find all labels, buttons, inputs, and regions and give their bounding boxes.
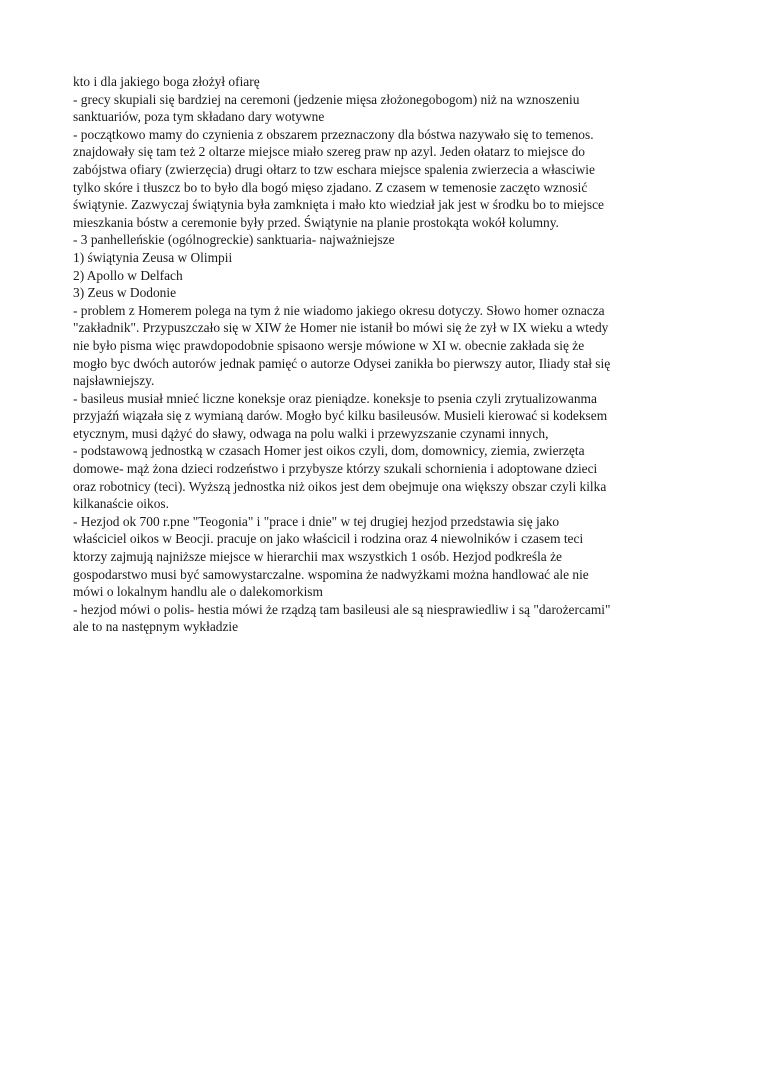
text-line: - początkowo mamy do czynienia z obszarem przeznaczony dla bóstwa nazywało się to temenos.: [73, 126, 594, 142]
text-line: domowe- mąż żona dzieci rodzeństwo i przybysze którzy szukali schornienia i adoptowane dzieci: [73, 461, 598, 477]
list-item: 2) Apollo w Delfach: [73, 267, 183, 283]
text-line: kto i dla jakiego boga złożył ofiarę: [73, 74, 260, 89]
list-item: 3) Zeus w Dodonie: [73, 285, 177, 301]
text-line: tylko skóre i tłuszcz bo to było dla bogó mięso zjadano. Z czasem w temenosie zaczęto wznosić: [73, 179, 588, 195]
document-body: [73, 73, 703, 636]
text-line: świątynie. Zazwyczaj świątynia była zamknięta i mało kto wiedział jak jest w środku bo to miejsce: [73, 197, 605, 213]
text-line: "zakładnik". Przypuszczało się w XIW że Homer nie istanił bo mówi się że zył w IX wieku a wtedy: [73, 320, 609, 336]
text-line: kilkanaście oikos.: [73, 496, 169, 512]
text-line: mogło byc dwóch autorów jednak pamięć o autorze Odysei zanikła bo pierwszy autor, Iliady stał się: [73, 355, 611, 371]
text-line: mieszkania bóstw a ceremonie były przed. Świątynie na planie prostokąta wokół kolumny.: [73, 214, 559, 230]
text-line: etycznym, musi dążyć do sławy, odwaga na polu walki i przewyzszanie czynami innych,: [73, 425, 549, 441]
text-line: znajdowały się tam też 2 oltarze miejsce miało szereg praw np azyl. Jeden ołatarz to miejsce do: [73, 144, 585, 160]
text-line: zabójstwa ofiary (zwierzęcia) drugi ołtarz to tzw eschara miejsce spalenia zwierzecia a własciwie: [73, 161, 595, 177]
text-line: - problem z Homerem polega na tym ż nie wiadomo jakiego okresu dotyczy. Słowo homer oznacza: [73, 302, 605, 318]
text-line: oraz robotnicy (teci). Wyższą jednostka niż oikos jest dem obejmuje ona większy obszar czyli kilka: [73, 478, 607, 494]
text-line: ktorzy zajmują najniższe miejsce w hierarchii max wszystkich 1 osób. Hezjod podkreśla że: [73, 549, 562, 565]
text-line: - Hezjod ok 700 r.pne "Teogonia" i "prace i dnie" w tej drugiej hezjod przedstawia się jako: [73, 513, 560, 529]
text-line: - podstawową jednostką w czasach Homer jest oikos czyli, dom, domownicy, ziemia, zwierzęta: [73, 443, 585, 459]
text-line: ale to na następnym wykładzie: [73, 619, 239, 635]
text-line: - basileus musiał mnieć liczne koneksje oraz pieniądze. koneksje to psenia czyli zrytualizowanma: [73, 390, 597, 406]
list-item: 1) świątynia Zeusa w Olimpii: [73, 249, 233, 265]
text-line: przyjaźń wiązała się z wymianą darów. Mogło być kilku basileusów. Musieli kierować si kodeksem: [73, 408, 608, 424]
text-line: - grecy skupiali się bardziej na ceremoni (jedzenie mięsa złożonegobogom) niż na wznoszeniu: [73, 91, 580, 107]
text-line: - hezjod mówi o polis- hestia mówi że rządzą tam basileusi ale są niesprawiedliw i są "darożercami": [73, 601, 611, 617]
text-line: gospodarstwo musi być samowystarczalne. wspomina że nadwyżkami można handlować ale nie: [73, 566, 589, 582]
text-line: najsławniejszy.: [73, 373, 155, 389]
text-line: mówi o lokalnym handlu ale o dalekomorkism: [73, 584, 323, 600]
text-line: sanktuariów, poza tym składano dary wotywne: [73, 109, 325, 125]
text-line: nie było pisma więc prawdopodobnie spisaono wersje mówione w XI w. obecnie zakłada się że: [73, 337, 585, 353]
text-line: - 3 panhelleńskie (ogólnogreckie) sanktuaria- najważniejsze: [73, 232, 395, 248]
text-line: właściciel oikos w Beocji. pracuje on jako właścicil i rodzina oraz 4 niewolników i czasem teci: [73, 531, 584, 547]
